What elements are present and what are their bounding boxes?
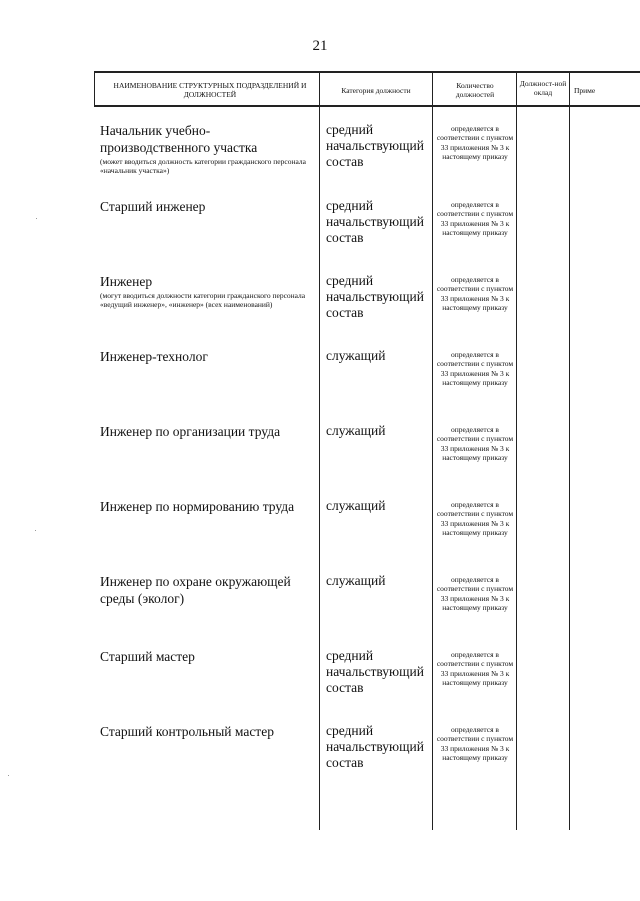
column-divider-salary bbox=[516, 71, 517, 830]
column-divider-notes bbox=[569, 71, 570, 830]
category-cell: средний начальствующий состав bbox=[326, 723, 424, 770]
category-cell: служащий bbox=[326, 498, 386, 513]
category-cell: служащий bbox=[326, 423, 386, 438]
header-quantity: Количество должностей bbox=[455, 81, 495, 99]
category-cell: средний начальствующий состав bbox=[326, 273, 424, 320]
position-cell bbox=[100, 648, 310, 665]
position-name: Инженер по нормированию труда bbox=[100, 499, 295, 514]
quantity-cell: определяется в соответствии с пунктом 33 приложения № 3 к настоящему приказу bbox=[436, 575, 514, 612]
position-cell bbox=[100, 198, 310, 215]
position-name: Начальник учебно-производственного участка bbox=[100, 123, 258, 155]
position-name: Инженер-технолог bbox=[100, 349, 208, 364]
category-cell: средний начальствующий состав bbox=[326, 122, 424, 169]
position-cell bbox=[100, 122, 310, 175]
quantity-cell: определяется в соответствии с пунктом 33 приложения № 3 к настоящему приказу bbox=[436, 124, 514, 161]
quantity-cell: определяется в соответствии с пунктом 33 приложения № 3 к настоящему приказу bbox=[436, 350, 514, 387]
table-header-bottom-border bbox=[94, 105, 640, 107]
position-name: Инженер по охране окружающей среды (эколог) bbox=[100, 574, 291, 606]
header-category: Категория должности bbox=[341, 85, 411, 95]
quantity-cell: определяется в соответствии с пунктом 33 приложения № 3 к настоящему приказу bbox=[436, 500, 514, 537]
quantity-cell: определяется в соответствии с пунктом 33 приложения № 3 к настоящему приказу bbox=[436, 200, 514, 237]
position-cell bbox=[100, 498, 310, 515]
category-cell: служащий bbox=[326, 348, 386, 363]
quantity-cell: определяется в соответствии с пунктом 33 приложения № 3 к настоящему приказу bbox=[436, 725, 514, 762]
column-divider-category bbox=[319, 71, 320, 830]
quantity-cell: определяется в соответствии с пунктом 33 приложения № 3 к настоящему приказу bbox=[436, 425, 514, 462]
category-cell: средний начальствующий состав bbox=[326, 648, 424, 695]
scan-speck bbox=[36, 218, 37, 219]
scan-speck bbox=[35, 530, 36, 531]
header-name: НАИМЕНОВАНИЕ СТРУКТУРНЫХ ПОДРАЗДЕЛЕНИЙ И ДОЛЖНОСТЕЙ bbox=[113, 81, 307, 99]
scan-speck bbox=[8, 775, 9, 776]
page-number: 21 bbox=[312, 38, 328, 54]
position-cell bbox=[100, 273, 310, 309]
quantity-cell: определяется в соответствии с пунктом 33 приложения № 3 к настоящему приказу bbox=[436, 275, 514, 312]
position-name: Старший контрольный мастер bbox=[100, 724, 274, 739]
position-note: (могут вводиться должности категории гражданского персонала «ведущий инженер», «инженер» (всех наименований) bbox=[100, 291, 306, 309]
position-name: Старший мастер bbox=[100, 649, 195, 664]
category-cell: служащий bbox=[326, 573, 386, 588]
column-divider-quantity bbox=[432, 71, 433, 830]
position-cell bbox=[100, 723, 310, 740]
header-salary: Должност-ной оклад bbox=[519, 79, 567, 97]
position-cell bbox=[100, 573, 310, 607]
position-note: (может вводиться должность категории гражданского персонала «начальник участка») bbox=[100, 157, 306, 175]
quantity-cell: определяется в соответствии с пунктом 33 приложения № 3 к настоящему приказу bbox=[436, 650, 514, 687]
position-name: Старший инженер bbox=[100, 199, 206, 214]
position-name: Инженер bbox=[100, 274, 153, 289]
header-notes: Приме bbox=[574, 85, 596, 95]
category-cell: средний начальствующий состав bbox=[326, 198, 424, 245]
position-cell bbox=[100, 348, 310, 365]
position-cell bbox=[100, 423, 310, 440]
table-left-border bbox=[94, 71, 95, 107]
position-name: Инженер по организации труда bbox=[100, 424, 281, 439]
